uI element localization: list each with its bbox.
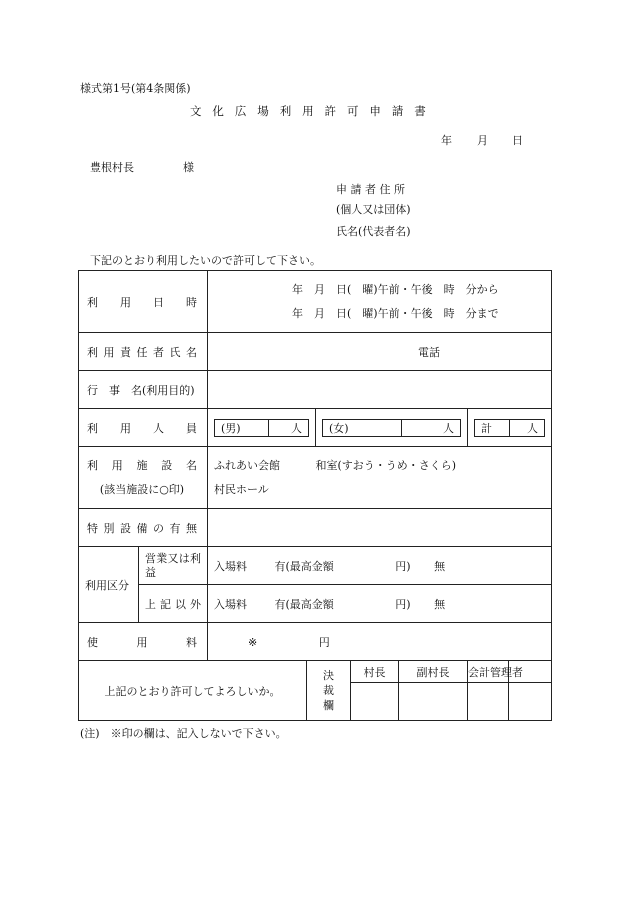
facility-sublabel: (該当施設に○印) bbox=[99, 482, 185, 496]
manager-phone-label[interactable]: 電話 bbox=[208, 333, 552, 371]
equipment-input[interactable] bbox=[208, 509, 552, 547]
addressee-honorific: 様 bbox=[183, 161, 194, 174]
applicant-type-label: (個人又は団体) bbox=[336, 203, 411, 216]
date-year: 年 bbox=[441, 134, 452, 147]
equipment-label: 特別設備の有無 bbox=[79, 509, 208, 547]
approval-statement: 上記のとおり許可してよろしいか。 bbox=[79, 661, 307, 721]
commercial-none[interactable]: 無 bbox=[434, 559, 446, 573]
row-category-other bbox=[79, 585, 552, 623]
people-female-unit: 人 bbox=[402, 419, 461, 436]
row-event bbox=[79, 371, 552, 409]
form-title: 文化広場利用許可申請書 bbox=[190, 104, 437, 118]
applicant-address-label: 申 請 者 住 所 bbox=[336, 183, 405, 196]
fee-yen: 円 bbox=[318, 635, 330, 649]
other-none[interactable]: 無 bbox=[434, 597, 446, 611]
people-total-label: 計 bbox=[475, 419, 510, 436]
event-label: 行 事 名(利用目的) bbox=[79, 371, 208, 409]
commercial-yen: 円) bbox=[395, 559, 411, 573]
applicant-name-label: 氏名(代表者名) bbox=[336, 225, 411, 238]
row-fee bbox=[79, 623, 552, 661]
commercial-yes-max[interactable]: 有(最高金額 bbox=[274, 559, 334, 573]
row-equipment bbox=[79, 509, 552, 547]
facility-label: 利用施設名 bbox=[87, 458, 197, 472]
stamp-accounting[interactable] bbox=[468, 683, 509, 721]
event-input[interactable] bbox=[208, 371, 552, 409]
date-month: 月 bbox=[477, 134, 488, 147]
approval-accounting: 会計管理者 bbox=[468, 661, 509, 683]
category-commercial-label: 営業又は利益 bbox=[139, 547, 208, 585]
approval-deputy-head: 副村長 bbox=[399, 661, 468, 683]
intro-text: 下記のとおり利用したいので許可して下さい。 bbox=[90, 254, 321, 267]
row-category-commercial bbox=[79, 547, 552, 585]
facility-rooms[interactable]: 和室(すおう・うめ・さくら) bbox=[315, 458, 457, 472]
manager-label: 利用責任者氏名 bbox=[79, 333, 208, 371]
other-yen: 円) bbox=[395, 597, 411, 611]
stamp-deputy-head[interactable] bbox=[399, 683, 468, 721]
people-female-label: (女) bbox=[323, 419, 402, 436]
people-total-cell[interactable] bbox=[468, 409, 552, 447]
form-number: 様式第1号(第4条関係) bbox=[80, 82, 191, 95]
application-table bbox=[78, 270, 552, 721]
other-entry-fee: 入場料 bbox=[214, 597, 247, 611]
people-male-cell[interactable] bbox=[208, 409, 316, 447]
people-label: 利用人員 bbox=[79, 409, 208, 447]
commercial-entry-fee: 入場料 bbox=[214, 559, 247, 573]
fee-mark: ※ bbox=[248, 635, 258, 649]
row-facility bbox=[79, 447, 552, 509]
row-approval-head bbox=[79, 661, 552, 683]
approval-decision-label: 決裁欄 bbox=[323, 669, 334, 712]
people-female-cell[interactable] bbox=[316, 409, 468, 447]
row-people bbox=[79, 409, 552, 447]
approval-village-head: 村長 bbox=[351, 661, 399, 683]
people-male-unit: 人 bbox=[269, 419, 309, 436]
category-label: 利用区分 bbox=[79, 547, 139, 623]
category-other-label: 上記以外 bbox=[139, 585, 208, 623]
stamp-extra[interactable] bbox=[509, 683, 552, 721]
row-manager bbox=[79, 333, 552, 371]
facility-hall2[interactable]: 村民ホール bbox=[214, 482, 269, 496]
people-male-label: (男) bbox=[215, 419, 269, 436]
datetime-to[interactable]: 年 月 日( 曜)午前・午後 時 分まで bbox=[292, 306, 499, 320]
stamp-village-head[interactable] bbox=[351, 683, 399, 721]
addressee: 豊根村長 bbox=[90, 161, 134, 174]
other-yes-max[interactable]: 有(最高金額 bbox=[274, 597, 334, 611]
facility-hall1[interactable]: ふれあい会館 bbox=[214, 458, 280, 472]
datetime-label: 利用日時 bbox=[79, 271, 208, 333]
row-datetime bbox=[79, 271, 552, 333]
people-total-unit: 人 bbox=[510, 419, 545, 436]
fee-label: 使用料 bbox=[79, 623, 208, 661]
footnote: (注) ※印の欄は、記入しないで下さい。 bbox=[80, 727, 287, 740]
date-day: 日 bbox=[512, 134, 523, 147]
datetime-from[interactable]: 年 月 日( 曜)午前・午後 時 分から bbox=[292, 282, 499, 296]
